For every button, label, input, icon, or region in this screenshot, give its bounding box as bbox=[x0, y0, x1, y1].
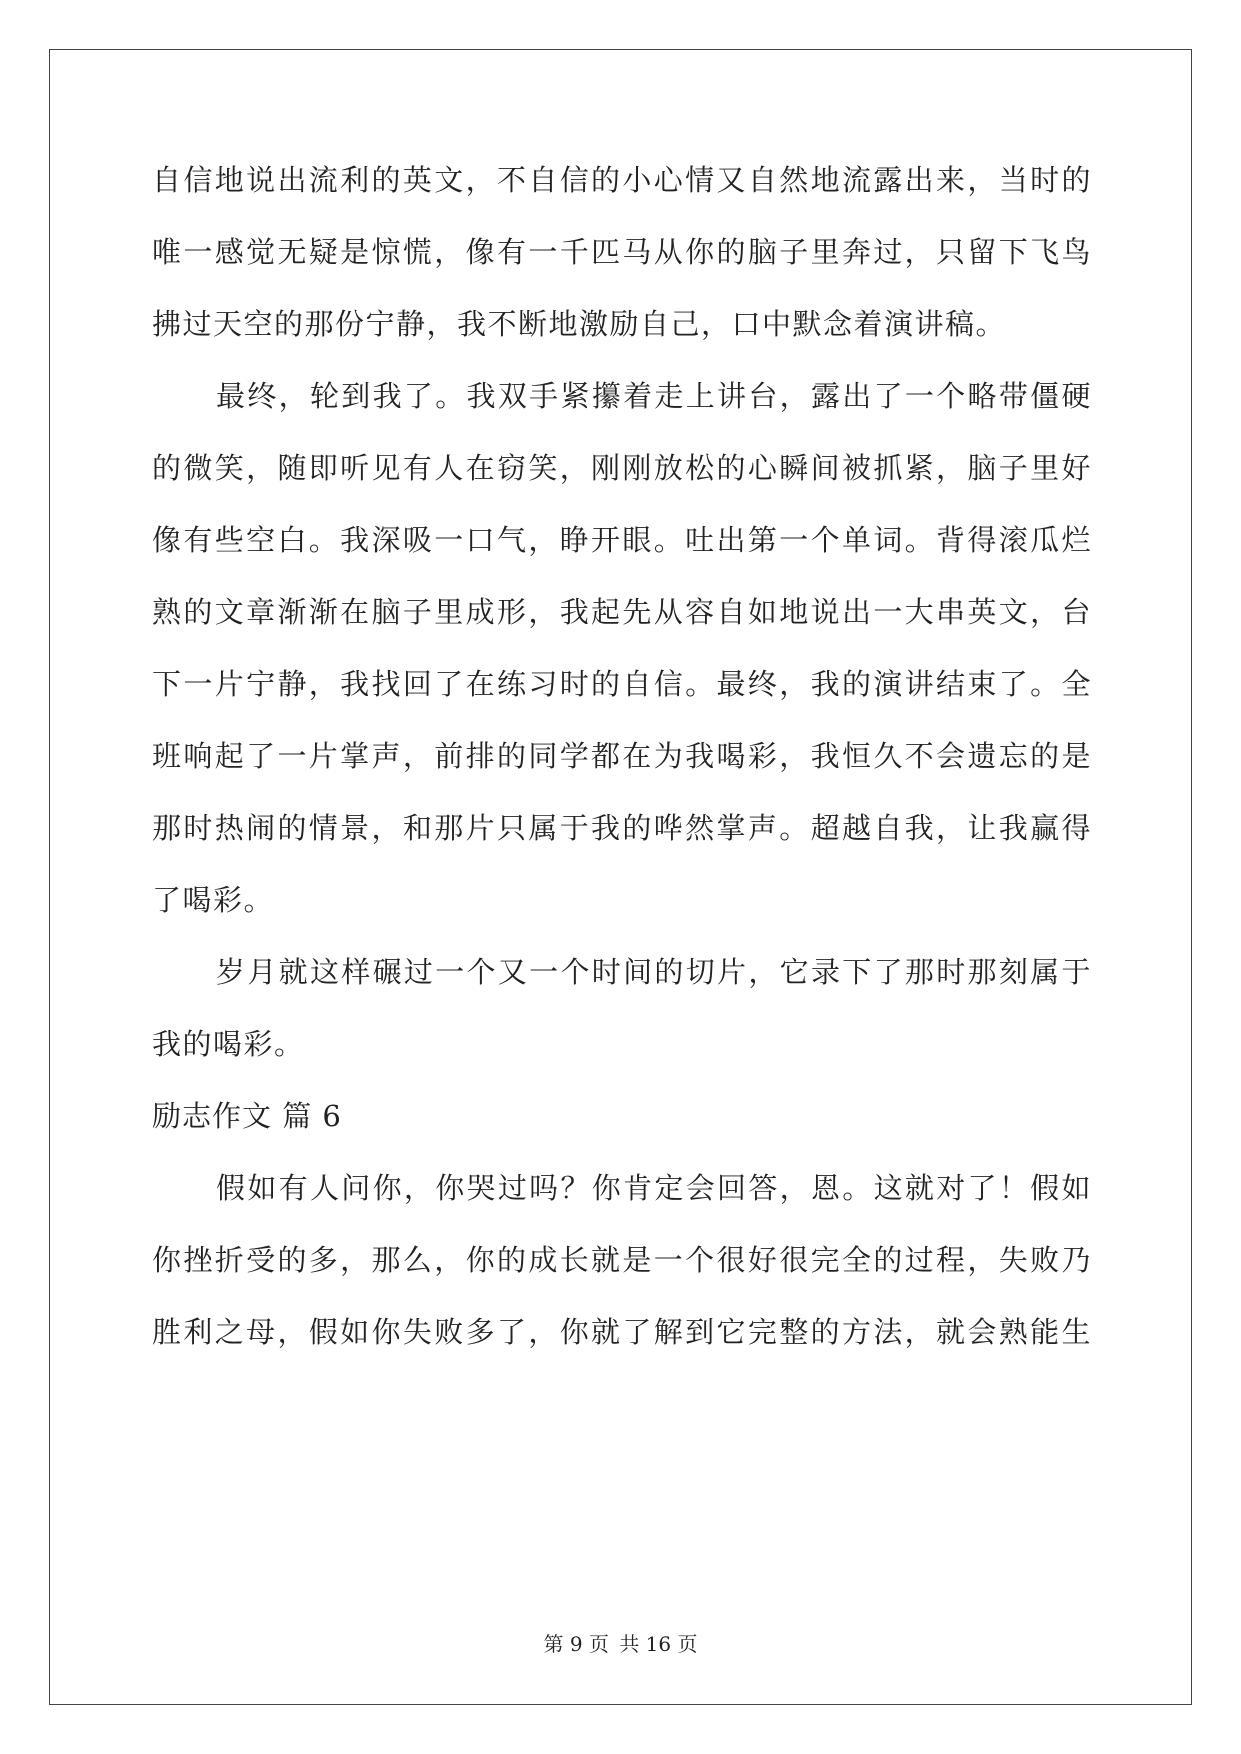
paragraph-line: 拂过天空的那份宁静，我不断地激励自己，口中默念着演讲稿。 bbox=[152, 307, 1007, 341]
paragraph-line: 了喝彩。 bbox=[152, 883, 275, 917]
paragraph-first-line: 假如有人问你，你哭过吗？你肯定会回答，恩。这就对了！假如 bbox=[216, 1171, 1092, 1205]
section-heading: 励志作文 篇 6 bbox=[152, 1099, 342, 1133]
page-border bbox=[49, 49, 1192, 1705]
paragraph-line: 我的喝彩。 bbox=[152, 1027, 305, 1061]
paragraph-line: 下一片宁静，我找回了在练习时的自信。最终，我的演讲结束了。全 bbox=[152, 667, 1092, 701]
paragraph-line: 胜利之母，假如你失败多了，你就了解到它完整的方法，就会熟能生 bbox=[152, 1315, 1092, 1349]
paragraph-line: 你挫折受的多，那么，你的成长就是一个很好很完全的过程，失败乃 bbox=[152, 1243, 1092, 1277]
page-footer bbox=[0, 1632, 1241, 1656]
paragraph-first-line: 最终，轮到我了。我双手紧攥着走上讲台，露出了一个略带僵硬 bbox=[216, 379, 1092, 413]
paragraph-first-line: 岁月就这样碾过一个又一个时间的切片，它录下了那时那刻属于 bbox=[216, 955, 1092, 989]
page-total: 共 16 页 bbox=[619, 1632, 698, 1656]
paragraph-line: 班响起了一片掌声，前排的同学都在为我喝彩，我恒久不会遗忘的是 bbox=[152, 739, 1092, 773]
paragraph-line: 自信地说出流利的英文，不自信的小心情又自然地流露出来，当时的 bbox=[152, 163, 1092, 197]
paragraph-line: 那时热闹的情景，和那片只属于我的哗然掌声。超越自我，让我赢得 bbox=[152, 811, 1092, 845]
paragraph-line: 像有些空白。我深吸一口气，睁开眼。吐出第一个单词。背得滚瓜烂 bbox=[152, 523, 1092, 557]
page-number: 第 9 页 bbox=[543, 1632, 609, 1656]
paragraph-line: 唯一感觉无疑是惊慌，像有一千匹马从你的脑子里奔过，只留下飞鸟 bbox=[152, 235, 1092, 269]
paragraph-line: 熟的文章渐渐在脑子里成形，我起先从容自如地说出一大串英文，台 bbox=[152, 595, 1092, 629]
paragraph-line: 的微笑，随即听见有人在窃笑，刚刚放松的心瞬间被抓紧，脑子里好 bbox=[152, 451, 1092, 485]
